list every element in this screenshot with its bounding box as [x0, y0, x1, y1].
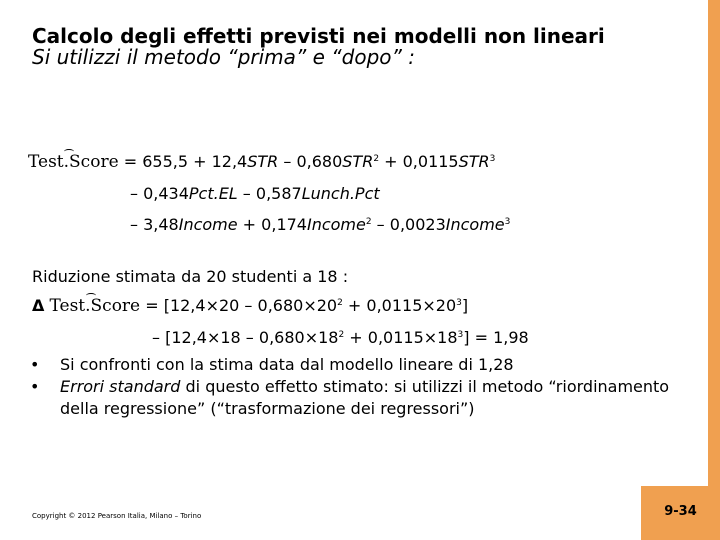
equation-row-1: [28, 152, 495, 172]
equation-row-2: [130, 184, 380, 204]
eq-var: STR: [342, 152, 374, 171]
eq-var: STR: [247, 152, 279, 171]
bullet-text: di questo effetto stimato: si utilizzi il metodo “riordinamento della regressione” (“trasformazione dei regressori”): [60, 377, 670, 418]
eq-text: – 3,48: [130, 215, 179, 234]
eq-text: – 0,587: [237, 184, 302, 203]
reduction-line-1: [32, 296, 468, 316]
page-number-badge: [641, 486, 720, 540]
eq-text: – 0,680: [278, 152, 343, 171]
red-text: + 0,0115×20: [342, 296, 457, 315]
eq-text: + 0,0115: [379, 152, 459, 171]
eq-var: Income: [306, 215, 366, 234]
bullet-item-2: [30, 376, 700, 420]
bullet-list: [30, 354, 700, 420]
bullet-text: Si confronti con la stima data dal modello lineare di 1,28: [60, 355, 514, 374]
eq-var: Income: [445, 215, 505, 234]
eq-var: STR: [458, 152, 490, 171]
right-accent-bar: [708, 0, 720, 540]
eq-exp: 3: [504, 217, 511, 227]
red-text: = [12,4×20 – 0,680×20: [140, 296, 338, 315]
bullet-italic-text: Errori standard: [60, 377, 181, 396]
red-text: + 0,0115×18: [344, 328, 458, 347]
title-line-2: Si utilizzi il metodo “prima” e “dopo” :: [32, 45, 415, 69]
slide-title: [32, 26, 692, 68]
red-text: – [12,4×18 – 0,680×18: [152, 328, 339, 347]
title-line-1: Calcolo degli effetti previsti nei modelli non lineari: [32, 24, 605, 48]
red-exp: 3: [456, 298, 462, 308]
copyright-text: Copyright © 2012 Pearson Italia, Milano – Torino: [32, 512, 202, 520]
eq-text: = 655,5 + 12,4: [118, 152, 248, 171]
eq-var: Lunch.Pct: [301, 184, 380, 203]
red-exp: 2: [337, 298, 343, 308]
equation-lhs: Test.Score: [28, 152, 119, 172]
bullet-dot-icon: •: [30, 377, 40, 396]
eq-exp: 3: [489, 154, 496, 164]
reduction-line-2: [152, 328, 529, 348]
eq-exp: 2: [365, 217, 372, 227]
eq-exp: 2: [373, 154, 380, 164]
eq-var: Pct.EL: [188, 184, 238, 203]
page-number: 9-34: [664, 504, 697, 519]
reduction-lhs: Test.Score: [49, 296, 141, 316]
reduction-heading: Riduzione stimata da 20 studenti a 18 :: [32, 267, 349, 286]
red-exp: 3: [457, 330, 464, 340]
delta-symbol: Δ: [32, 296, 45, 315]
eq-var: Income: [178, 215, 238, 234]
eq-text: – 0,434: [130, 184, 189, 203]
eq-text: + 0,174: [237, 215, 307, 234]
red-text: ] = 1,98: [463, 328, 529, 347]
red-exp: 2: [338, 330, 345, 340]
red-text: ]: [461, 296, 469, 315]
bullet-dot-icon: •: [30, 355, 40, 374]
eq-text: – 0,0023: [371, 215, 446, 234]
equation-row-3: [130, 215, 510, 235]
bullet-item-1: [30, 354, 700, 376]
